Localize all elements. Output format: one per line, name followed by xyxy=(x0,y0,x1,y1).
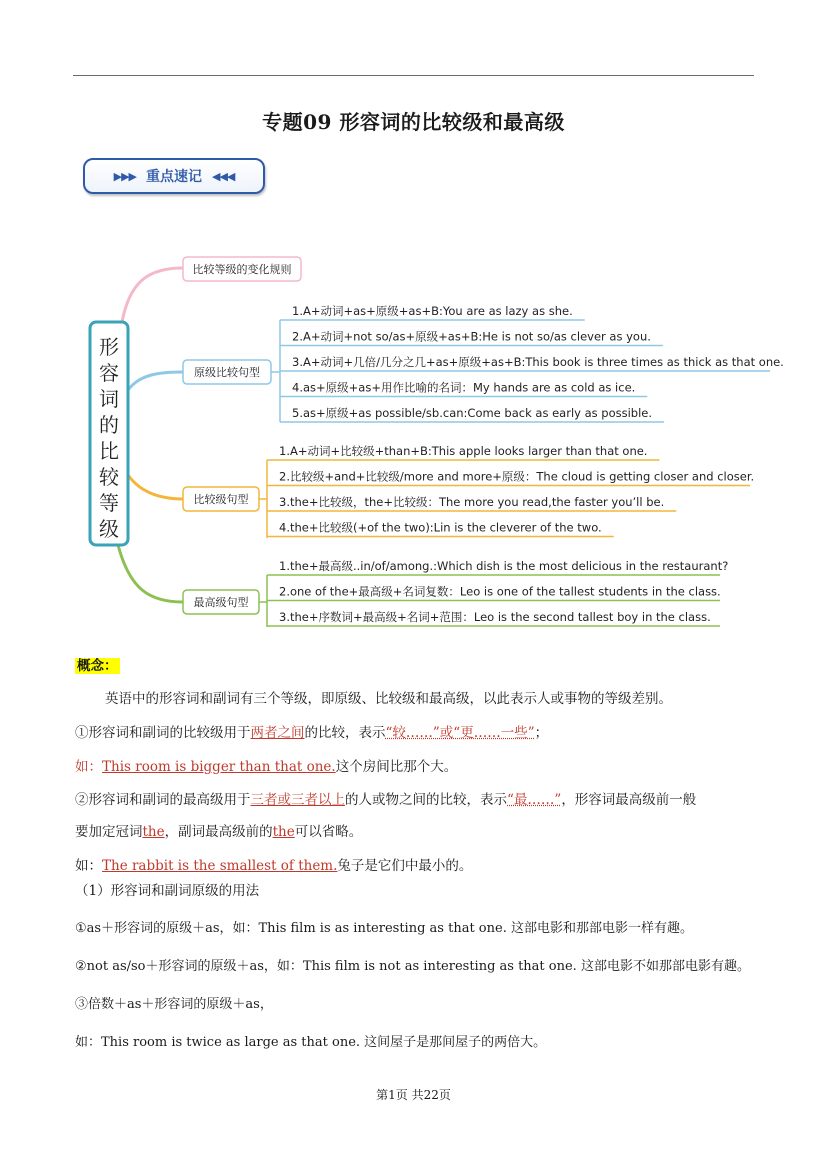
branch-connector xyxy=(118,545,183,602)
root-char: 比 xyxy=(99,439,119,463)
branch-label: 最高级句型 xyxy=(193,596,249,609)
header-rule xyxy=(73,75,754,76)
usage-2: ②not as/so＋形容词的原级＋as，如：This film is not as interesting as that one. 这部电影不如那部电影有趣。 xyxy=(75,959,750,974)
superlative-example: 如：The rabbit is the smallest of them.兔子是它们中最小的。 xyxy=(75,858,473,874)
root-char: 词 xyxy=(99,387,119,411)
usage-1: ①as＋形容词的原级＋as，如：This film is as interesting as that one. 这部电影和那部电影一样有趣。 xyxy=(75,921,693,936)
comparative-example: 如：This room is bigger than that one.这个房间比那个大。 xyxy=(75,759,458,775)
mindmap-item: 4.the+比较级(+of the two):Lin is the cleverer of the two. xyxy=(279,520,602,535)
mindmap-item: 1.the+最高级..in/of/among.:Which dish is the most delicious in the restaurant? xyxy=(279,559,729,573)
mindmap-item: 3.A+动词+几倍/几分之几+as+原级+as+B:This book is three times as thick as that one. xyxy=(292,355,784,369)
branch-connector xyxy=(128,372,183,390)
intro-paragraph: 英语中的形容词和副词有三个等级，即原级、比较级和最高级，以此表示人或事物的等级差别。 xyxy=(105,691,672,707)
mindmap-item: 4.as+原级+as+用作比喻的名词：My hands are as cold as ice. xyxy=(292,380,636,395)
page-footer: 第1页 共22页 xyxy=(376,1088,451,1102)
mindmap-item: 3.the+序数词+最高级+名词+范围：Leo is the second tallest boy in the class. xyxy=(279,610,711,624)
branch-connector xyxy=(128,475,183,499)
banner-label: 重点速记 xyxy=(146,169,202,185)
mindmap-item: 1.A+动词+as+原级+as+B:You are as lazy as she. xyxy=(292,304,573,318)
branch-label: 原级比较句型 xyxy=(194,366,260,379)
root-char: 容 xyxy=(99,361,119,385)
usage-3-example: 如：This room is twice as large as that one. 这间屋子是那间屋子的两倍大。 xyxy=(75,1035,547,1050)
key-points-banner xyxy=(83,158,265,194)
mindmap-item: 2.A+动词+not so/as+原级+as+B:He is not so/as clever as you. xyxy=(292,329,651,344)
superlative-rule: ②形容词和副词的最高级用于三者或三者以上的人或物之间的比较，表示“最……”，形容词最高级前一般 xyxy=(75,792,697,808)
mindmap-item: 2.one of the+最高级+名词复数：Leo is one of the tallest students in the class. xyxy=(279,584,721,599)
mindmap-item: 1.A+动词+比较级+than+B:This apple looks larger than that one. xyxy=(279,444,648,458)
root-char: 等 xyxy=(99,491,119,515)
root-char: 形 xyxy=(99,335,119,359)
mindmap-item: 5.as+原级+as possible/sb.can:Come back as early as possible. xyxy=(292,406,653,420)
comparative-rule: ①形容词和副词的比较级用于两者之间的比较，表示“较……”或“更……一些”； xyxy=(75,725,549,741)
mindmap-item: 2.比较级+and+比较级/more and more+原级：The cloud is getting closer and closer. xyxy=(279,469,755,484)
right-arrows-icon: ▶▶▶ xyxy=(113,169,136,183)
mind-map xyxy=(0,240,827,640)
root-char: 的 xyxy=(99,413,119,437)
concept-label: 概念： xyxy=(77,658,118,674)
root-char: 较 xyxy=(99,465,119,489)
mindmap-item: 3.the+比较级，the+比较级：The more you read,the faster you’ll be. xyxy=(279,495,665,509)
branch-connector xyxy=(122,268,183,322)
usage-3: ③倍数＋as＋形容词的原级＋as， xyxy=(75,997,273,1012)
branch-label: 比较级句型 xyxy=(193,493,249,506)
page-title: 专题09 形容词的比较级和最高级 xyxy=(262,110,565,134)
superlative-rule-cont: 要加定冠词the，副词最高级前的the可以省略。 xyxy=(75,824,363,840)
branch-label: 比较等级的变化规则 xyxy=(192,263,292,276)
root-char: 级 xyxy=(99,517,119,541)
left-arrows-icon: ◀◀◀ xyxy=(212,169,235,183)
section-heading: （1）形容词和副词原级的用法 xyxy=(75,883,260,899)
